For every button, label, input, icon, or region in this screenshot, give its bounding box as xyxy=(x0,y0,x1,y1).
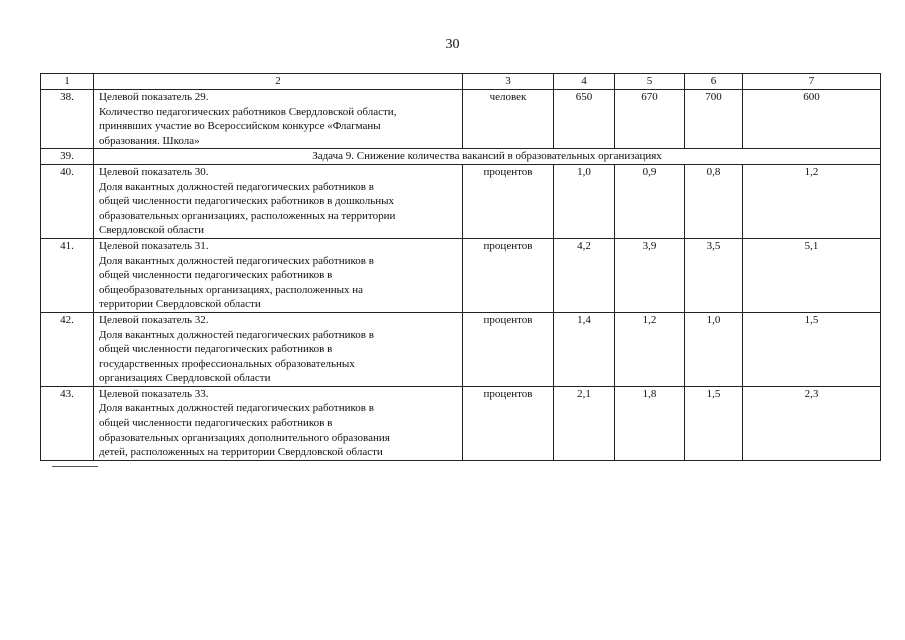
indicator-description xyxy=(94,238,463,312)
table-row xyxy=(41,164,881,238)
description-line: Целевой показатель 33. xyxy=(99,387,209,400)
description-line: Доля вакантных должностей педагогических работников в xyxy=(99,328,374,341)
description-line: Доля вакантных должностей педагогических работников в xyxy=(99,402,374,415)
footnote-separator xyxy=(52,466,98,467)
value-col6: 700 xyxy=(685,90,743,149)
description-line: Целевой показатель 32. xyxy=(99,313,209,326)
value-col6: 1,5 xyxy=(685,386,743,460)
description-line: образовательных организациях, расположенных на территории xyxy=(99,209,396,222)
page-number: 30 xyxy=(445,37,460,52)
indicator-description xyxy=(94,386,463,460)
unit-cell: процентов xyxy=(463,164,554,238)
value-col5: 1,8 xyxy=(615,386,685,460)
task-heading: Задача 9. Снижение количества вакансий в образовательных организациях xyxy=(94,149,881,165)
indicator-description xyxy=(94,90,463,149)
description-line: государственных профессиональных образовательных xyxy=(99,357,355,370)
value-col7: 600 xyxy=(743,90,881,149)
description-line: образовательных организациях дополнительного образования xyxy=(99,431,390,444)
column-header: 2 xyxy=(94,74,463,90)
description-line: принявших участие во Всероссийском конкурсе «Флагманы xyxy=(99,120,381,133)
column-header: 1 xyxy=(41,74,94,90)
value-col4: 4,2 xyxy=(554,238,615,312)
value-col7: 1,2 xyxy=(743,164,881,238)
column-header: 7 xyxy=(743,74,881,90)
row-number: 40. xyxy=(41,164,94,238)
unit-cell: человек xyxy=(463,90,554,149)
description-line: Целевой показатель 31. xyxy=(99,239,209,252)
value-col6: 3,5 xyxy=(685,238,743,312)
description-line: Количество педагогических работников Свердловской области, xyxy=(99,105,397,118)
value-col7: 2,3 xyxy=(743,386,881,460)
value-col4: 1,0 xyxy=(554,164,615,238)
value-col7: 5,1 xyxy=(743,238,881,312)
description-line: территории Свердловской области xyxy=(99,298,261,311)
description-line: общей численности педагогических работников в xyxy=(99,269,333,282)
row-number: 38. xyxy=(41,90,94,149)
column-number-row xyxy=(41,74,881,90)
column-header: 4 xyxy=(554,74,615,90)
table-row xyxy=(41,90,881,149)
column-header: 5 xyxy=(615,74,685,90)
value-col5: 0,9 xyxy=(615,164,685,238)
value-col5: 1,2 xyxy=(615,312,685,386)
description-line: Свердловской области xyxy=(99,224,204,237)
indicator-description xyxy=(94,312,463,386)
description-line: общей численности педагогических работников в xyxy=(99,417,333,430)
column-header: 6 xyxy=(685,74,743,90)
value-col5: 670 xyxy=(615,90,685,149)
value-col4: 1,4 xyxy=(554,312,615,386)
description-line: организациях Свердловской области xyxy=(99,372,271,385)
description-line: Доля вакантных должностей педагогических работников в xyxy=(99,180,374,193)
table-row xyxy=(41,238,881,312)
table-row xyxy=(41,312,881,386)
row-number: 43. xyxy=(41,386,94,460)
table-row xyxy=(41,386,881,460)
row-number: 39. xyxy=(41,149,94,165)
description-line: Целевой показатель 30. xyxy=(99,165,209,178)
row-number: 41. xyxy=(41,238,94,312)
value-col6: 1,0 xyxy=(685,312,743,386)
value-col4: 2,1 xyxy=(554,386,615,460)
unit-cell: процентов xyxy=(463,238,554,312)
value-col5: 3,9 xyxy=(615,238,685,312)
value-col6: 0,8 xyxy=(685,164,743,238)
indicator-description xyxy=(94,164,463,238)
description-line: образования. Школа» xyxy=(99,134,200,147)
description-line: детей, расположенных на территории Свердловской области xyxy=(99,446,383,459)
description-line: Целевой показатель 29. xyxy=(99,91,209,103)
description-line: Доля вакантных должностей педагогических работников в xyxy=(99,254,374,267)
column-header: 3 xyxy=(463,74,554,90)
row-number: 42. xyxy=(41,312,94,386)
description-line: общеобразовательных организациях, расположенных на xyxy=(99,283,364,296)
value-col4: 650 xyxy=(554,90,615,149)
indicators-table xyxy=(40,73,881,461)
unit-cell: процентов xyxy=(463,386,554,460)
description-line: общей численности педагогических работников в xyxy=(99,343,333,356)
task-row xyxy=(41,149,881,165)
value-col7: 1,5 xyxy=(743,312,881,386)
description-line: общей численности педагогических работников в дошкольных xyxy=(99,195,395,208)
unit-cell: процентов xyxy=(463,312,554,386)
